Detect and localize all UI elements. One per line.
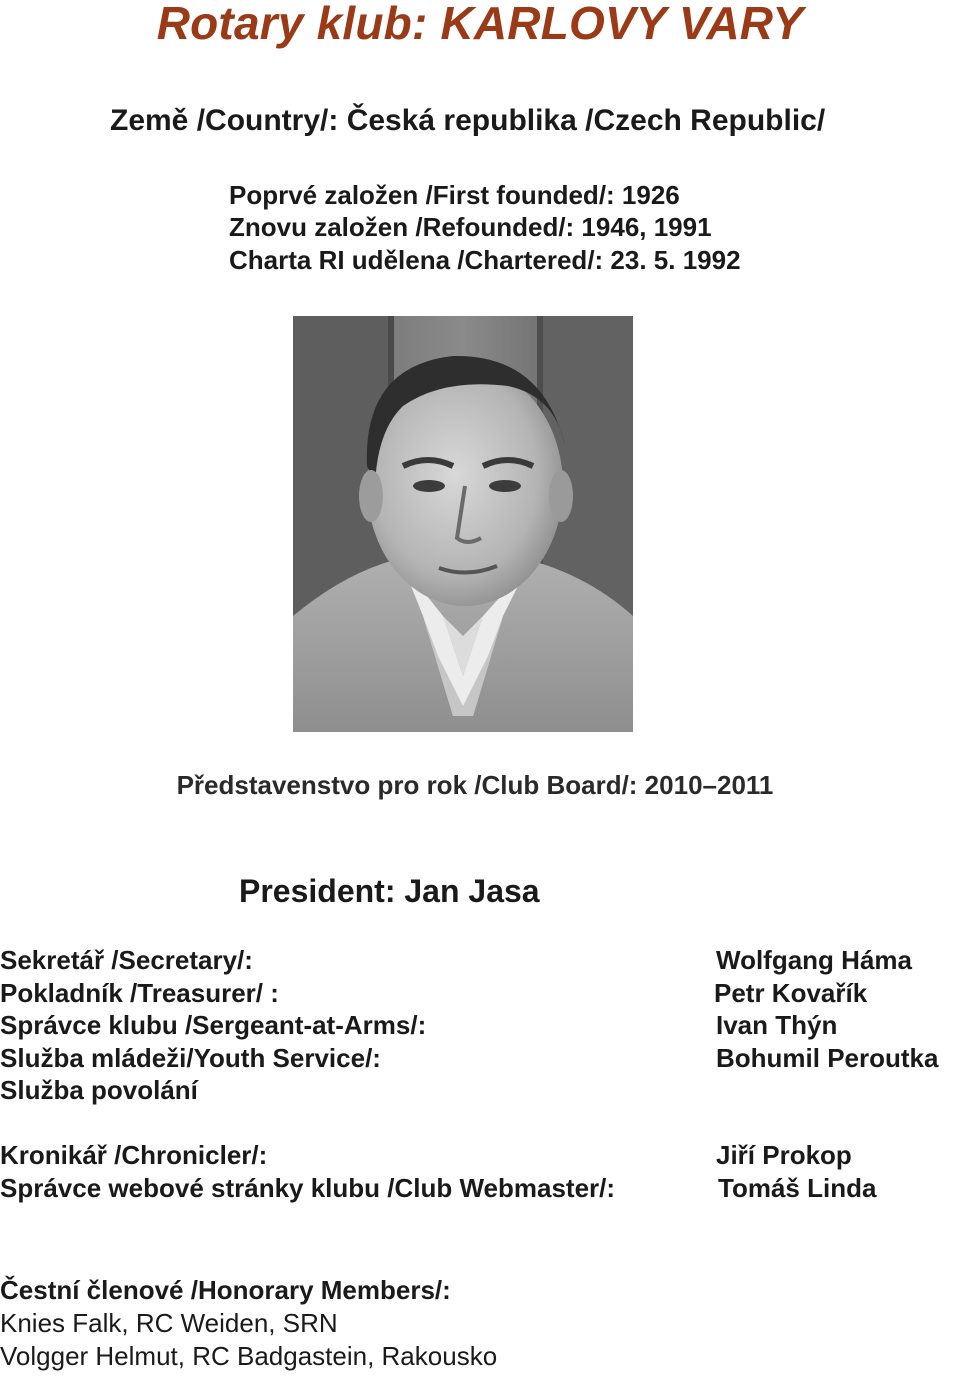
chronicler-name: Jiří Prokop xyxy=(716,1140,852,1170)
treasurer-label: Pokladník /Treasurer/ : xyxy=(0,978,279,1008)
youth-service-label: Služba mládeži/Youth Service/: xyxy=(0,1043,381,1073)
honorary-members-heading: Čestní členové /Honorary Members/: xyxy=(0,1275,451,1305)
chronicler-label: Kronikář /Chronicler/: xyxy=(0,1140,268,1170)
webmaster-label: Správce webové stránky klubu /Club Webmaster/: xyxy=(0,1173,616,1203)
country-line: Země /Country/: Česká republika /Czech Republic/ xyxy=(110,104,826,137)
sergeant-at-arms-label: Správce klubu /Sergeant-at-Arms/: xyxy=(0,1010,427,1040)
board-heading: Představenstvo pro rok /Club Board/: 2010–2011 xyxy=(176,770,774,800)
treasurer-name: Petr Kovařík xyxy=(714,978,868,1008)
chartered-line: Charta RI udělena /Chartered/: 23. 5. 1992 xyxy=(229,245,741,275)
refounded-line: Znovu založen /Refounded/: 1946, 1991 xyxy=(229,212,712,242)
honorary-member-item: Volgger Helmut, RC Badgastein, Rakousko xyxy=(0,1341,498,1371)
sergeant-at-arms-name: Ivan Thýn xyxy=(716,1010,838,1040)
secretary-name: Wolfgang Háma xyxy=(716,945,912,975)
youth-service-name: Bohumil Peroutka xyxy=(716,1043,939,1073)
honorary-member-item: Knies Falk, RC Weiden, SRN xyxy=(0,1308,338,1338)
club-title: Rotary klub: KARLOVY VARY xyxy=(156,0,804,49)
president-line: President: Jan Jasa xyxy=(239,873,540,909)
webmaster-name: Tomáš Linda xyxy=(718,1173,877,1203)
secretary-label: Sekretář /Secretary/: xyxy=(0,945,253,975)
first-founded-line: Poprvé založen /First founded/: 1926 xyxy=(229,180,680,210)
president-portrait-photo xyxy=(293,316,633,732)
vocational-service-label: Služba povolání xyxy=(0,1075,198,1105)
